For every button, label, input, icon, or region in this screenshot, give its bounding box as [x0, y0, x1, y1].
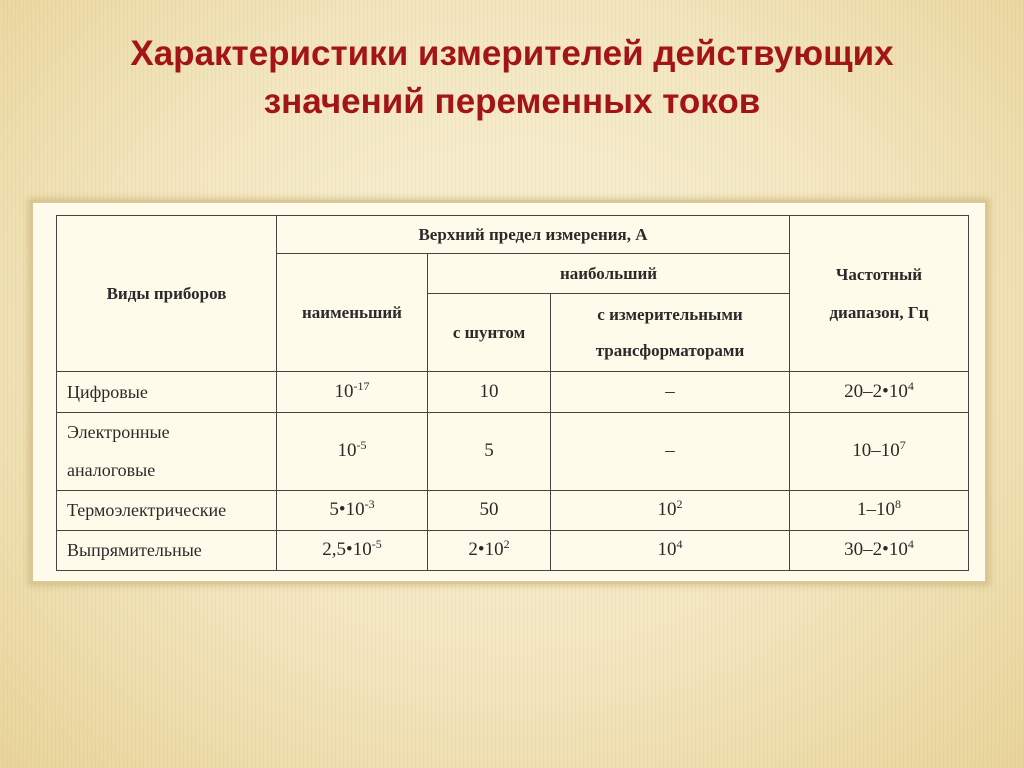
- value-base: 10: [479, 380, 499, 402]
- table-row: [57, 530, 969, 570]
- frequency-range-cell: [790, 530, 969, 570]
- header-with-transformers-line-1: с измерительными: [597, 304, 743, 324]
- value-exponent: 2: [676, 497, 683, 512]
- shunt-limit-cell: [428, 412, 551, 490]
- value-base: 30–2•10: [844, 539, 908, 561]
- table-row: [57, 412, 969, 490]
- device-type-name: Выпрямительные: [67, 540, 202, 561]
- header-largest: наибольший: [428, 254, 790, 294]
- transformer-limit-cell: [551, 530, 790, 570]
- smallest-limit-cell: [277, 530, 428, 570]
- header-with-transformers: [551, 294, 790, 372]
- transformer-limit-cell: [551, 490, 790, 530]
- value-base: 1–10: [857, 499, 895, 521]
- header-smallest: наименьший: [277, 254, 428, 372]
- slide-title-line-2: значений переменных токов: [263, 82, 761, 121]
- header-frequency-range: [790, 216, 969, 372]
- value-exponent: -3: [364, 497, 375, 512]
- header-with-shunt: с шунтом: [428, 294, 551, 372]
- value-exponent: -17: [353, 378, 370, 393]
- header-frequency-range-line-1: Частотный: [835, 264, 923, 284]
- value-exponent: 4: [676, 537, 683, 552]
- header-row-1: [57, 216, 969, 254]
- device-type-name-line-2: аналоговые: [67, 460, 156, 481]
- slide-title-line-1: Характеристики измерителей действующих: [130, 34, 894, 73]
- device-type-name: Электронные: [67, 422, 170, 443]
- header-upper-limit: Верхний предел измерения, А: [277, 216, 790, 254]
- value-base: 10: [657, 539, 677, 561]
- value-exponent: 8: [895, 497, 901, 512]
- device-type-cell: [57, 412, 277, 490]
- value-base: –: [665, 380, 675, 402]
- frequency-range-cell: [790, 490, 969, 530]
- device-type-name: Цифровые: [67, 381, 148, 402]
- shunt-limit-cell: [428, 490, 551, 530]
- slide-title: [0, 30, 1024, 126]
- value-base: 50: [479, 499, 499, 521]
- value-exponent: 2: [503, 537, 510, 552]
- header-with-transformers-line-2: трансформаторами: [595, 340, 745, 360]
- value-base: 10: [337, 440, 357, 462]
- device-type-cell: [57, 490, 277, 530]
- device-type-cell: [57, 372, 277, 412]
- value-base: 10–10: [852, 440, 900, 462]
- value-base: 10: [657, 499, 677, 521]
- header-frequency-range-line-2: диапазон, Гц: [829, 302, 929, 322]
- value-exponent: -5: [371, 537, 382, 552]
- value-exponent: 4: [907, 378, 914, 393]
- shunt-limit-cell: [428, 372, 551, 412]
- value-exponent: -5: [356, 438, 367, 453]
- value-base: 5: [484, 440, 494, 462]
- value-base: 20–2•10: [844, 380, 908, 402]
- smallest-limit-cell: [277, 412, 428, 490]
- device-type-name: Термоэлектрические: [67, 500, 227, 521]
- transformer-limit-cell: [551, 412, 790, 490]
- transformer-limit-cell: [551, 372, 790, 412]
- value-exponent: 7: [899, 438, 906, 453]
- table-row: [57, 490, 969, 530]
- shunt-limit-cell: [428, 530, 551, 570]
- value-base: –: [665, 440, 675, 462]
- device-type-cell: [57, 530, 277, 570]
- frequency-range-cell: [790, 372, 969, 412]
- header-device-types: Виды приборов: [57, 216, 277, 372]
- table-card: [30, 200, 988, 584]
- value-base: 5•10: [329, 499, 365, 521]
- value-base: 10: [334, 380, 354, 402]
- value-base: 2,5•10: [322, 539, 372, 561]
- smallest-limit-cell: [277, 490, 428, 530]
- specifications-table: [56, 215, 969, 571]
- smallest-limit-cell: [277, 372, 428, 412]
- table-row: [57, 372, 969, 412]
- frequency-range-cell: [790, 412, 969, 490]
- value-exponent: 4: [907, 537, 914, 552]
- value-base: 2•10: [468, 539, 504, 561]
